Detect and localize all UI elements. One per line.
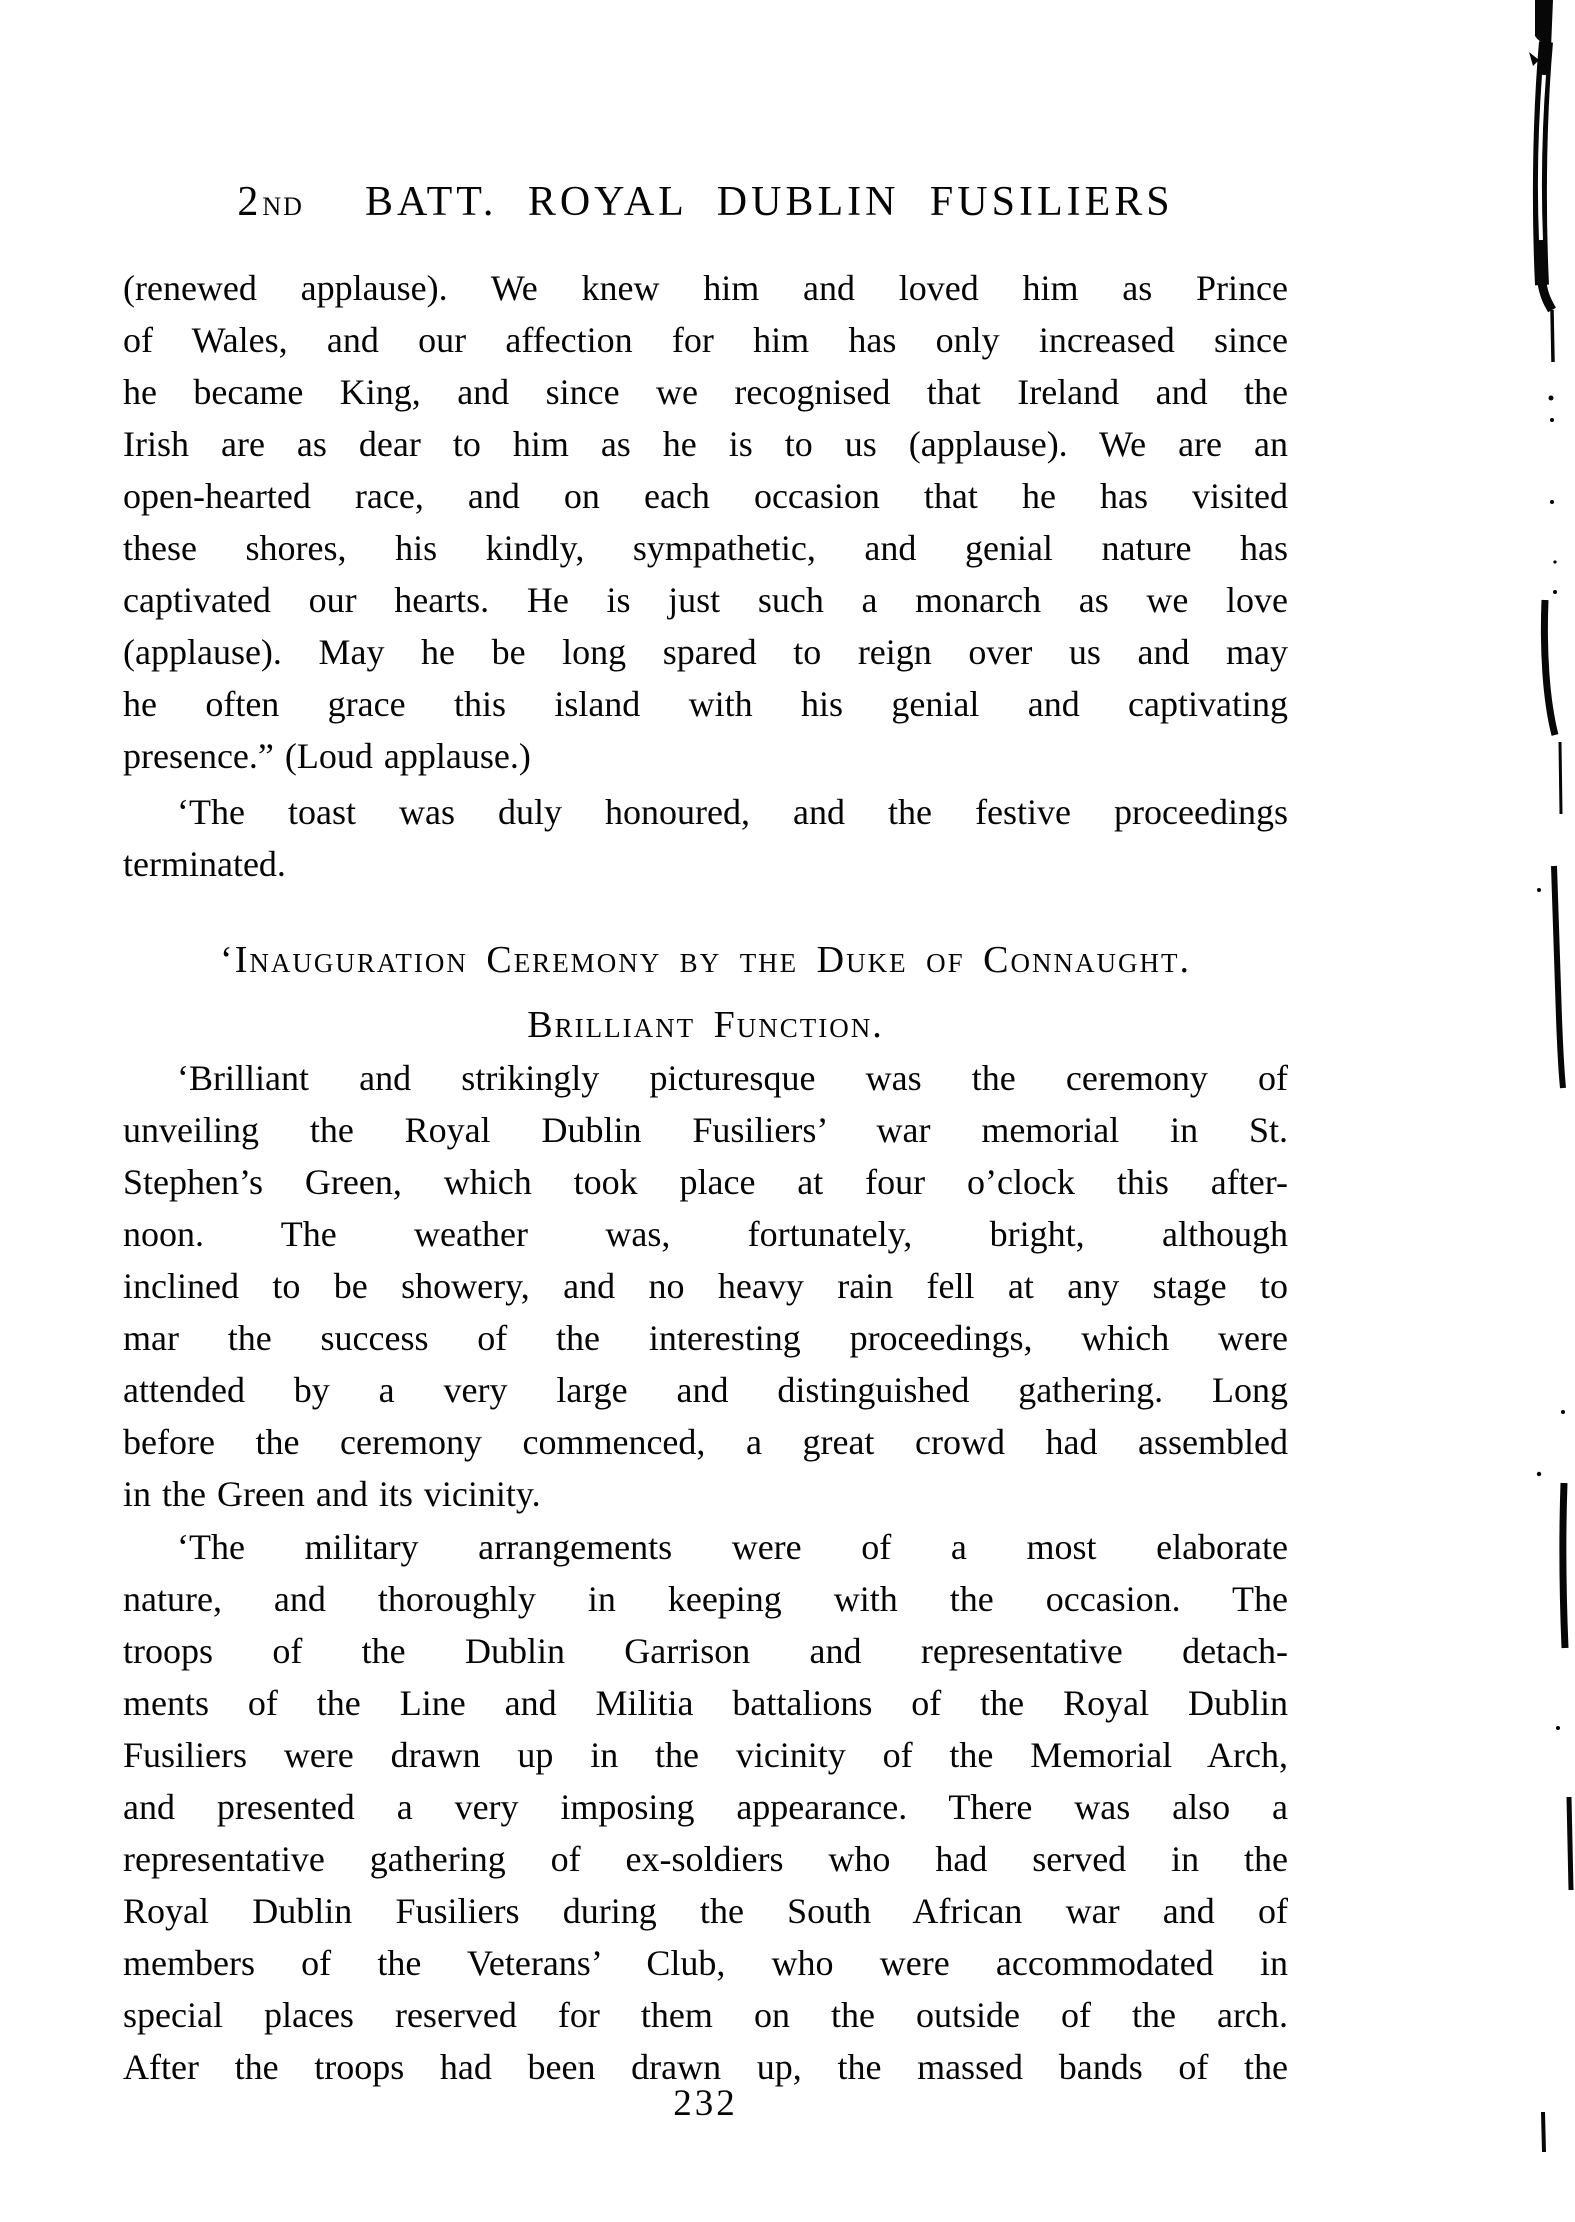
header-number: 2 <box>237 179 263 225</box>
text-line: captivated our hearts. He is just such a monarch as we love <box>123 580 1288 620</box>
paragraph <box>123 262 1288 782</box>
text-line: ‘The toast was duly honoured, and the festive proceedings <box>177 792 1288 832</box>
section-heading-line2: Brilliant Function. <box>527 1004 884 1046</box>
text-line: in the Green and its vicinity. <box>123 1474 541 1514</box>
text-line: he became King, and since we recognised that Ireland and the <box>123 372 1288 412</box>
text-column <box>123 0 1288 2222</box>
text-line: ‘Brilliant and strikingly picturesque was the ceremony of <box>177 1058 1288 1098</box>
text-line: presence.” (Loud applause.) <box>123 736 531 776</box>
text-line: ments of the Line and Militia battalions of the Royal Dublin <box>123 1683 1288 1723</box>
text-line: ‘The military arrangements were of a most elaborate <box>177 1527 1288 1567</box>
text-line: mar the success of the interesting proceedings, which were <box>123 1318 1288 1358</box>
paragraph <box>123 1052 1288 1520</box>
text-line: After the troops had been drawn up, the massed bands of the <box>123 2047 1288 2087</box>
text-line: he often grace this island with his genial and captivating <box>123 684 1288 724</box>
text-line: members of the Veterans’ Club, who were accommodated in <box>123 1943 1288 1983</box>
text-line: troops of the Dublin Garrison and representative detach- <box>123 1631 1288 1671</box>
header-title: BATT. ROYAL DUBLIN FUSILIERS <box>364 179 1174 225</box>
header-ordinal: ND <box>262 192 304 221</box>
text-line: Royal Dublin Fusiliers during the South African war and of <box>123 1891 1288 1931</box>
text-line: unveiling the Royal Dublin Fusiliers’ war memorial in St. <box>123 1110 1288 1150</box>
text-line: these shores, his kindly, sympathetic, and genial nature has <box>123 528 1288 568</box>
text-line: inclined to be showery, and no heavy rain fell at any stage to <box>123 1266 1288 1306</box>
text-line: and presented a very imposing appearance. There was also a <box>123 1787 1288 1827</box>
page-number: 232 <box>673 2083 738 2124</box>
text-line: attended by a very large and distinguished gathering. Long <box>123 1370 1288 1410</box>
text-line: terminated. <box>123 844 286 884</box>
text-line: Irish are as dear to him as he is to us (applause). We are an <box>123 424 1288 464</box>
paragraph <box>123 1521 1288 2093</box>
text-line: open-hearted race, and on each occasion that he has visited <box>123 476 1288 516</box>
text-line: before the ceremony commenced, a great crowd had assembled <box>123 1422 1288 1462</box>
text-line: of Wales, and our affection for him has only increased since <box>123 320 1288 360</box>
text-line: special places reserved for them on the outside of the arch. <box>123 1995 1288 2035</box>
text-line: nature, and thoroughly in keeping with the occasion. The <box>123 1579 1288 1619</box>
text-line: (applause). May he be long spared to reign over us and may <box>123 632 1288 672</box>
text-line: noon. The weather was, fortunately, bright, although <box>123 1214 1288 1254</box>
section-heading-line1: ‘Inauguration Ceremony by the Duke of Connaught. <box>220 939 1191 981</box>
text-line: Fusiliers were drawn up in the vicinity of the Memorial Arch, <box>123 1735 1288 1775</box>
text-line: (renewed applause). We knew him and loved him as Prince <box>123 268 1288 308</box>
text-line: Stephen’s Green, which took place at four o’clock this after- <box>123 1162 1288 1202</box>
page-header <box>123 178 1288 226</box>
section-heading <box>123 928 1288 1058</box>
binding-artifact <box>1485 0 1575 2222</box>
paragraph <box>123 786 1288 890</box>
text-line: representative gathering of ex-soldiers who had served in the <box>123 1839 1288 1879</box>
